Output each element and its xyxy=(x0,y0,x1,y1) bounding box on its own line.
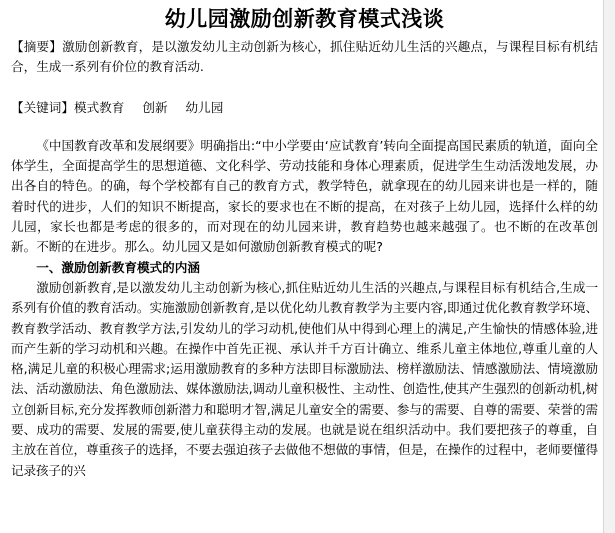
abstract-paragraph xyxy=(11,37,598,78)
keyword-item: 模式教育 xyxy=(73,99,125,115)
keywords-label: 【关键词】 xyxy=(11,99,74,115)
blank-line xyxy=(11,78,598,98)
keyword-item: 创新 xyxy=(142,99,168,115)
document-title: 幼儿园激励创新教育模式浅谈 xyxy=(164,6,445,31)
section-paragraph: 激励创新教育,是以激发幼儿主动创新为核心,抓住贴近幼儿生活的兴趣点,与课程目标有机结合,生成一系列有价值的教育活动。实施激励创新教育,是以优化幼儿教育教学为主要内容,即通过优化教育教学环境、教育教学活动、教育教学方法,引发幼儿的学习动机,使他们从中得到心理上的满足,产生愉快的情感体验,进而产生新的学习动机和兴趣。在操作中首先正视、承认并千方百计确立、维系儿童主体地位,尊重儿童的人格,满足儿童的积极心理需求;运用激励教育的多种方法即目标激励法、榜样激励法、情感激励法、情境激励法、活动激励法、角色激励法、媒体激励法,调动儿童积极性、主动性、创造性,使其产生强烈的创新动机,树立创新目标,充分发挥教师创新潜力和聪明才智,满足儿童安全的需要、参与的需要、自尊的需要、荣誉的需要、成功的需要、发展的需要,使儿童获得主动的发展。也就是说在组织活动中。我们要把孩子的尊重，自主放在首位，尊重孩子的选择，不要去强迫孩子去做他不想做的事情，但是，在操作的过程中，老师要懂得记录孩子的兴 xyxy=(11,279,598,478)
abstract-label: 【摘要】 xyxy=(11,39,63,54)
vertical-scrollbar[interactable] xyxy=(603,0,615,533)
keywords-paragraph xyxy=(11,98,598,118)
intro-paragraph: 《中国教育改革和发展纲要》明确指出:“中小学要由‘应试教育’转向全面提高国民素质的轨道，面向全体学生，全面提高学生的思想道德、文化科学、劳动技能和身体心理素质，促进学生生动活泼地发展，办出各自的特色。的确，每个学校都有自己的教育方式，教学特色，就拿现在的幼儿园来讲也是一样的，随着时代的进步，人们的知识不断提高，家长的要求也在不断的提高，在对孩子上幼儿园，选择什么样的幼儿园，家长也都是考虑的很多的，而对现在的幼儿园来讲，教育趋势也越来越强了。也不断的在改革创新。不断的在进步。那么。幼儿园又是如何激励创新教育模式的呢? xyxy=(11,137,598,255)
abstract-text: 激励创新教育，是以激发幼儿主动创新为核心，抓住贴近幼儿生活的兴趣点，与课程目标有机结合，生成一系列有价位的教育活动. xyxy=(11,39,599,75)
keyword-item: 幼儿园 xyxy=(185,99,224,115)
section-heading: 一、激励创新教育模式的内涵 xyxy=(36,259,200,275)
